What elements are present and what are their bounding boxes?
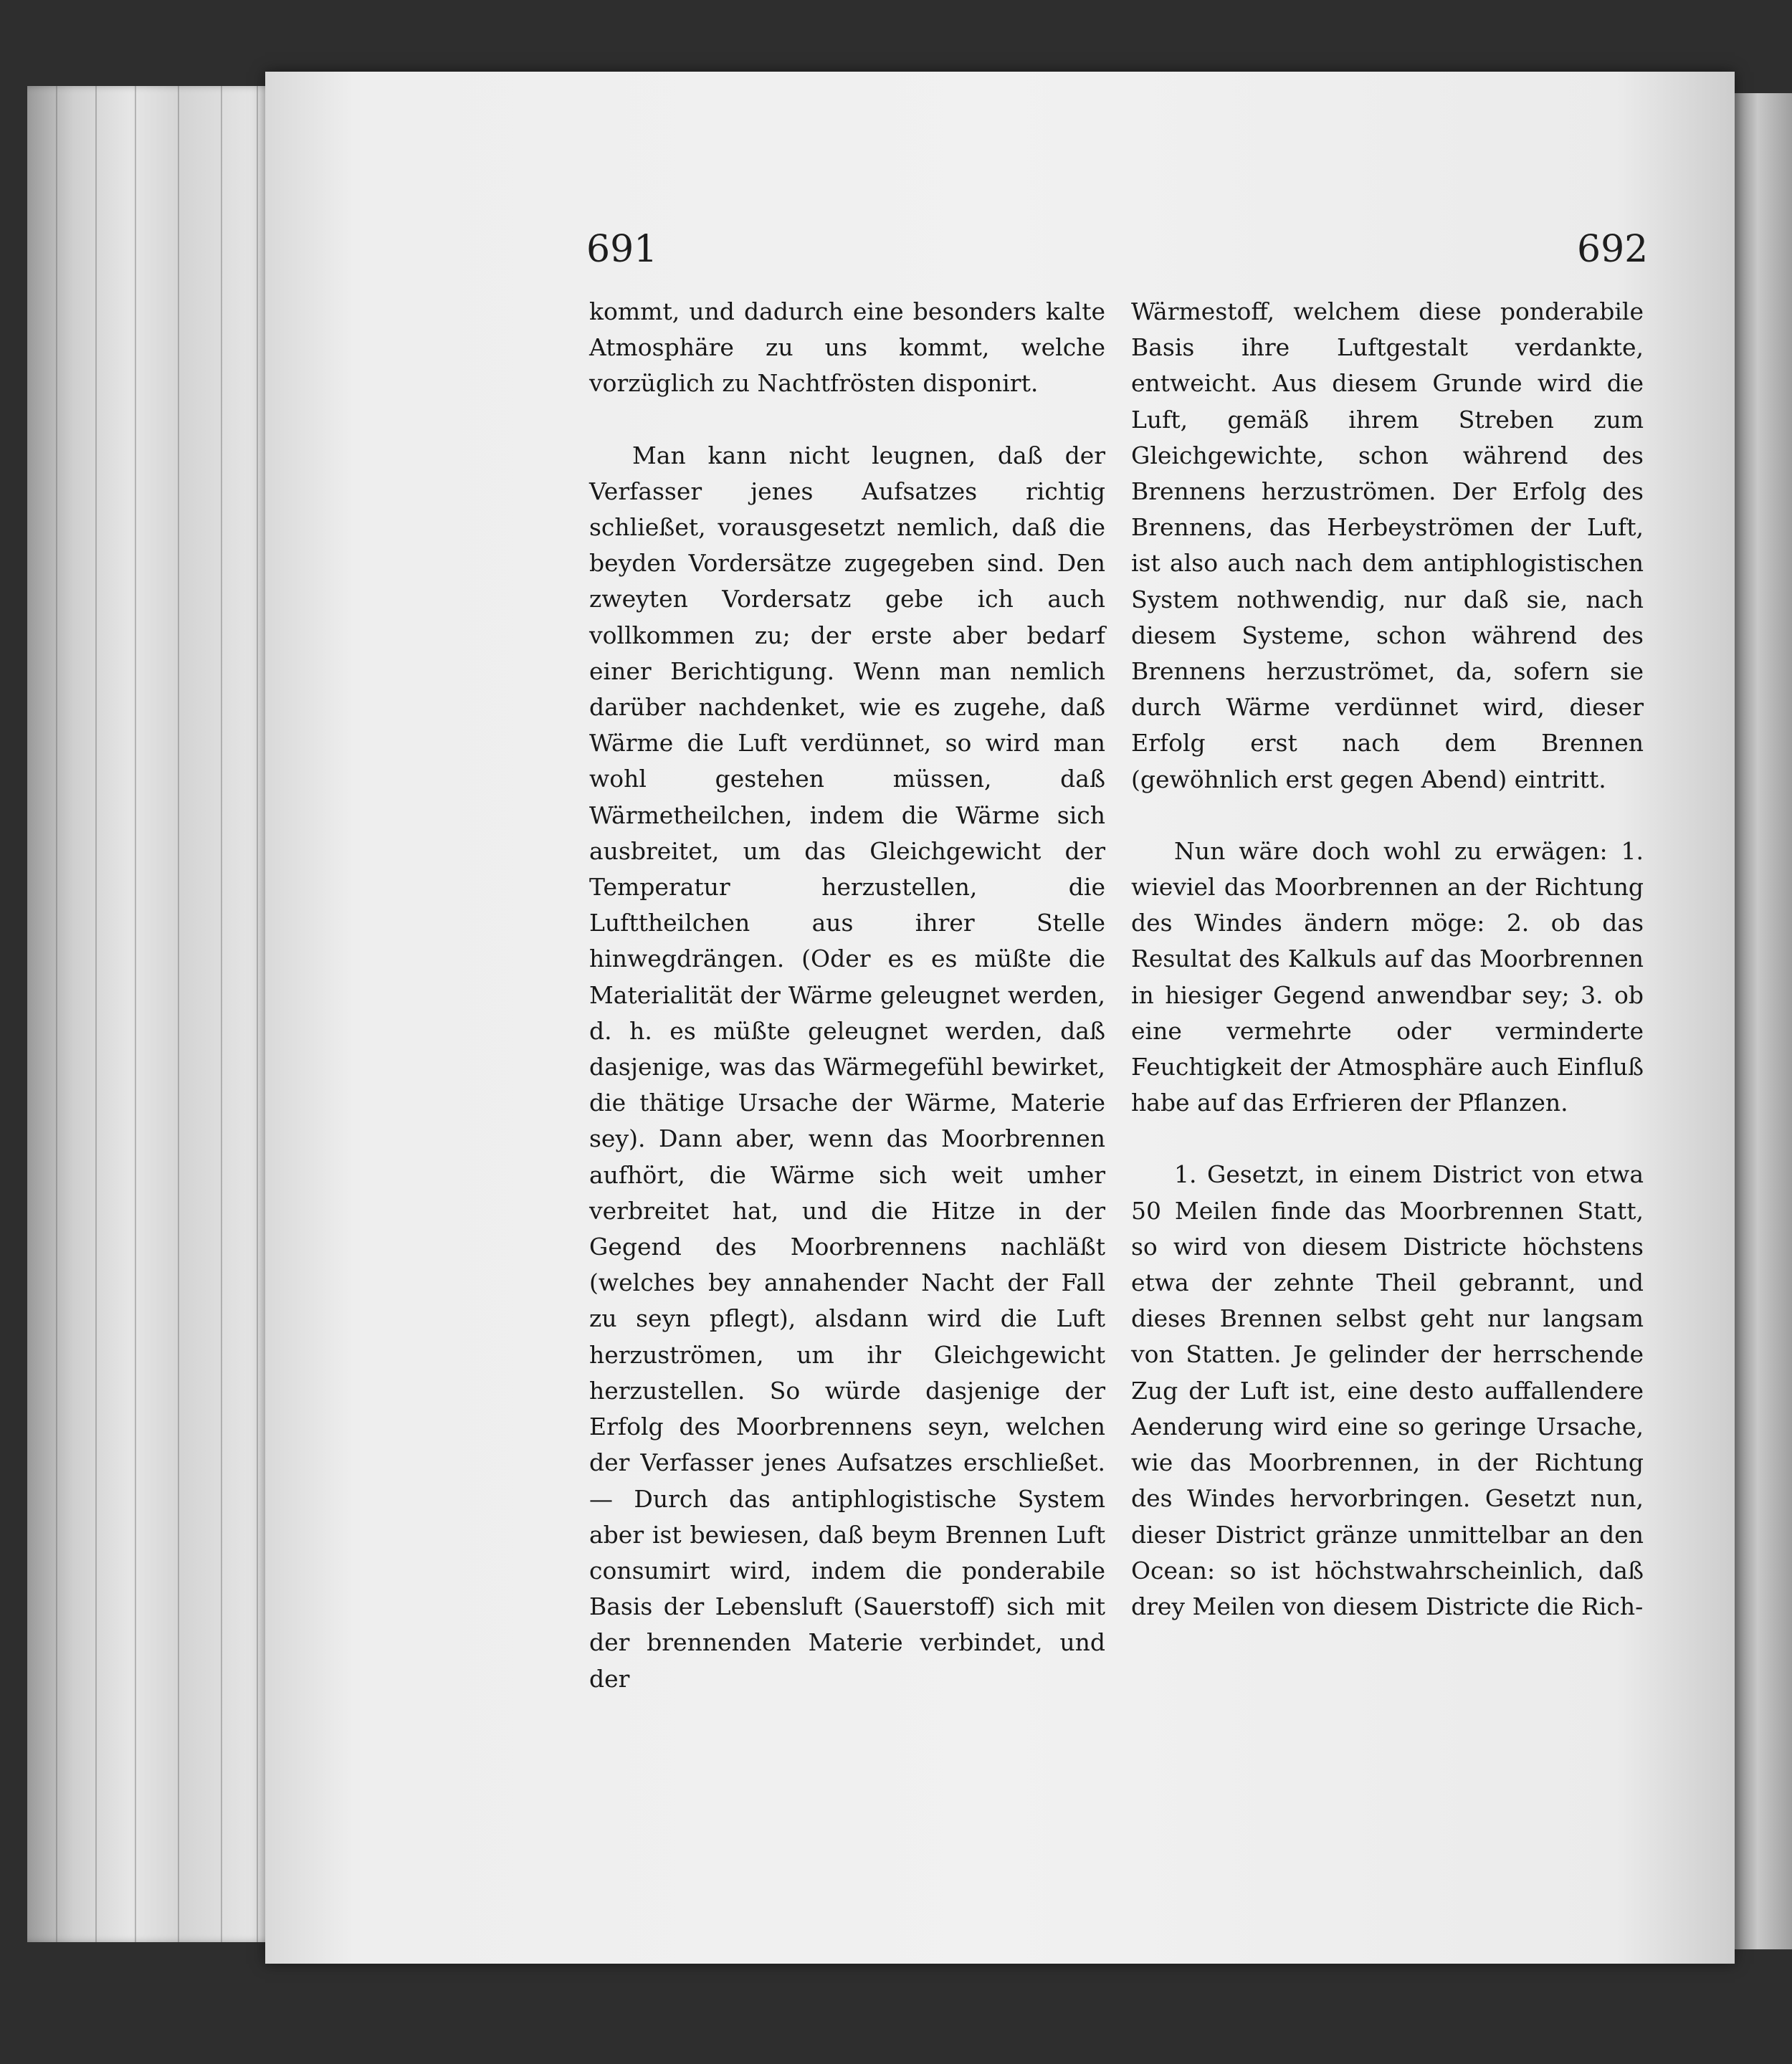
- page-number-left: 691: [586, 228, 658, 271]
- text-column-right: [1131, 294, 1644, 1625]
- page-number-right: 692: [1577, 228, 1649, 271]
- page-edge-line: [178, 86, 179, 1942]
- paragraph: Wärmestoff, welchem diese ponderabile Basis ihre Luftgestalt verdankte, entweicht. Aus diesem Grunde wird die Luft, gemäß ihrem Streben zum Gleichgewichte, schon während des Brennens herzuströmen. Der Erfolg des Brennens, das Herbeyströmen der Luft, ist also auch nach dem antiphlogistischen System nothwendig, nur daß sie, nach diesem Systeme, schon während des Brennens herzuströmet, da, sofern sie durch Wärme verdünnet wird, dieser Erfolg erst nach dem Brennen (gewöhnlich erst gegen Abend) eintritt.: [1131, 297, 1644, 793]
- page-edge-line: [257, 86, 258, 1942]
- page-edge-line: [56, 86, 57, 1942]
- page-edge-line: [135, 86, 136, 1942]
- paragraph: kommt, und dadurch eine besonders kalte Atmosphäre zu uns kommt, welche vorzüglich zu Nachtfrösten disponirt.: [589, 297, 1105, 398]
- paragraph: Nun wäre doch wohl zu erwägen: 1. wieviel das Moorbrennen an der Richtung des Windes ändern möge: 2. ob das Resultat des Kalkuls auf das Moorbrennen in hiesiger Gegend anwendbar sey; 3. ob eine vermehrte oder verminderte Feuchtigkeit der Atmosphäre auch Einfluß habe auf das Erfrieren der Pflanzen.: [1131, 836, 1644, 1117]
- page-edge-line: [221, 86, 222, 1942]
- paragraph: 1. Gesetzt, in einem District von etwa 50 Meilen finde das Moorbrennen Statt, so wird von diesem Districte höchstens etwa der zehnte Theil gebrannt, und dieses Brennen selbst geht nur langsam von Statten. Je gelinder der herrschende Zug der Luft ist, eine desto auffallendere Aenderung wird eine so geringe Ursache, wie das Moorbrennen, in der Richtung des Windes hervorbringen. Gesetzt nun, dieser District gränze unmittelbar an den Ocean: so ist höchstwahrscheinlich, daß drey Meilen von diesem Districte die Rich-: [1131, 1160, 1644, 1620]
- next-page-edge: [1735, 93, 1792, 1949]
- book-page-edges: [27, 86, 285, 1942]
- page-edge-line: [95, 86, 97, 1942]
- text-column-left: [589, 294, 1105, 1697]
- paragraph: Man kann nicht leugnen, daß der Verfasser jenes Aufsatzes richtig schließet, vorausgesetzt nemlich, daß die beyden Vordersätze zugegeben sind. Den zweyten Vordersatz gebe ich auch vollkommen zu; der erste aber bedarf einer Berichtigung. Wenn man nemlich darüber nachdenket, wie es zugehe, daß Wärme die Luft verdünnet, so wird man wohl gestehen müssen, daß Wärmetheilchen, indem die Wärme sich ausbreitet, um das Gleichgewicht der Temperatur herzustellen, die Lufttheilchen aus ihrer Stelle hinwegdrängen. (Oder es es müßte die Materialität der Wärme geleugnet werden, d. h. es müßte geleugnet werden, daß dasjenige, was das Wärmegefühl bewirket, die thätige Ursache der Wärme, Materie sey). Dann aber, wenn das Moorbrennen aufhört, die Wärme sich weit umher verbreitet hat, und die Hitze in der Gegend des Moorbrennens nachläßt (welches bey annahender Nacht der Fall zu seyn pflegt), alsdann wird die Luft herzuströmen, um ihr Gleichgewicht herzustellen. So würde dasjenige der Erfolg des Moorbrennens seyn, welchen der Verfasser jenes Aufsatzes erschließet. — Durch das antiphlogistische System aber ist bewiesen, daß beym Brennen Luft consumirt wird, indem die ponderabile Basis der Lebensluft (Sauerstoff) sich mit der brennenden Materie verbindet, und der: [589, 441, 1105, 1693]
